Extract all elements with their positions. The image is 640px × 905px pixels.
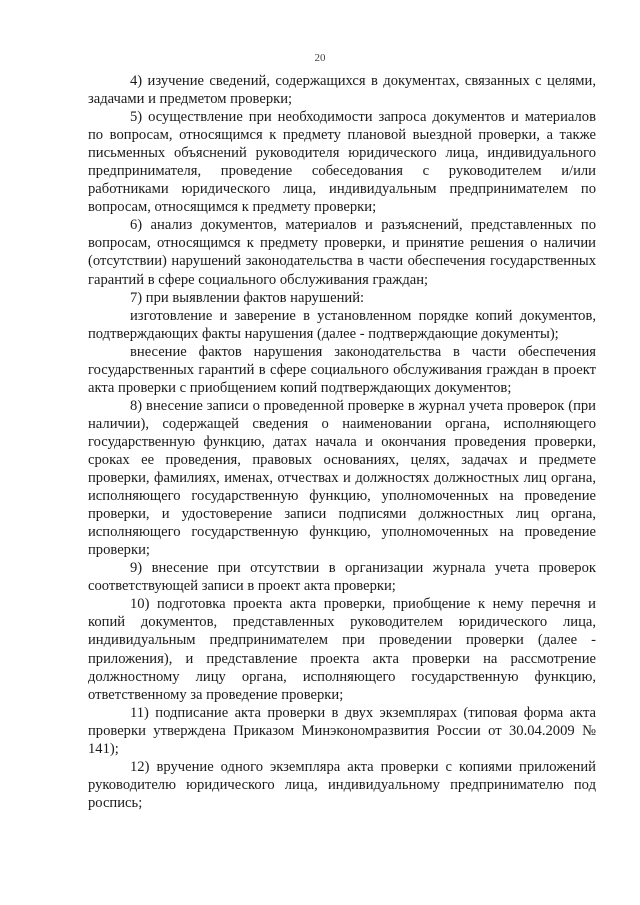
page-number: 20	[314, 52, 326, 64]
paragraph-item-7-copies: изготовление и заверение в установленном порядке копий документов, подтверждающих факты нарушения (далее - подтверждающие документы);	[88, 307, 596, 342]
paragraph-item-11: 11) подписание акта проверки в двух экземплярах (типовая форма акта проверки утверждена Приказом Минэкономразвития России от 30.04.2009 № 141);	[88, 704, 596, 757]
paragraph-item-4: 4) изучение сведений, содержащихся в документах, связанных с целями, задачами и предметом проверки;	[88, 73, 596, 108]
paragraph-item-8: 8) внесение записи о проведенной проверке в журнал учета проверок (при наличии), содержащей сведения о наименовании органа, исполняющего государственную функцию, датах начала и окончания проведения проверки, сроках ее проведения, правовых основаниях, целях, задачах и предмете проверки, фамилиях, именах, отчествах и должностях должностных лиц органа, исполняющего государственную функцию, уполномоченных на проведение проверки, и удостоверение записи подписями должностных лиц органа, исполняющего государственную функцию, уполномоченных на проведение проверки;	[88, 397, 596, 559]
paragraph-item-7: 7) при выявлении фактов нарушений:	[130, 289, 365, 306]
paragraph-item-12: 12) вручение одного экземпляра акта проверки с копиями приложений руководителю юридического лица, индивидуальному предпринимателю под роспись;	[88, 758, 596, 811]
paragraph-item-7-facts: внесение фактов нарушения законодательства в части обеспечения государственных гарантий в сфере социального обслуживания граждан в проект акта проверки с приобщением копий подтверждающих документов;	[88, 343, 596, 396]
paragraph-item-6: 6) анализ документов, материалов и разъяснений, представленных по вопросам, относящимся к предмету проверки, и принятие решения о наличии (отсутствии) нарушений законодательства в части обеспечения государственных гарантий в сфере социального обслуживания граждан;	[88, 217, 596, 288]
paragraph-item-10: 10) подготовка проекта акта проверки, приобщение к нему перечня и копий документов, представленных руководителем юридического лица, индивидуальным предпринимателем при проведении проверки (далее - приложения), и представление проекта акта проверки на рассмотрение должностному лицу органа, исполняющего государственную функцию, ответственному за проведение проверки;	[88, 596, 596, 703]
paragraph-item-5: 5) осуществление при необходимости запроса документов и материалов по вопросам, относящимся к предмету плановой выездной проверки, а также письменных объяснений руководителя юридического лица, индивидуального предпринимателя, проведение собеседования с руководителем и/или работниками юридического лица, индивидуальным предпринимателем по вопросам, относящимся к предмету проверки;	[88, 109, 596, 216]
paragraph-item-9: 9) внесение при отсутствии в организации журнала учета проверок соответствующей записи в проект акта проверки;	[88, 560, 596, 595]
document-body	[88, 72, 596, 812]
